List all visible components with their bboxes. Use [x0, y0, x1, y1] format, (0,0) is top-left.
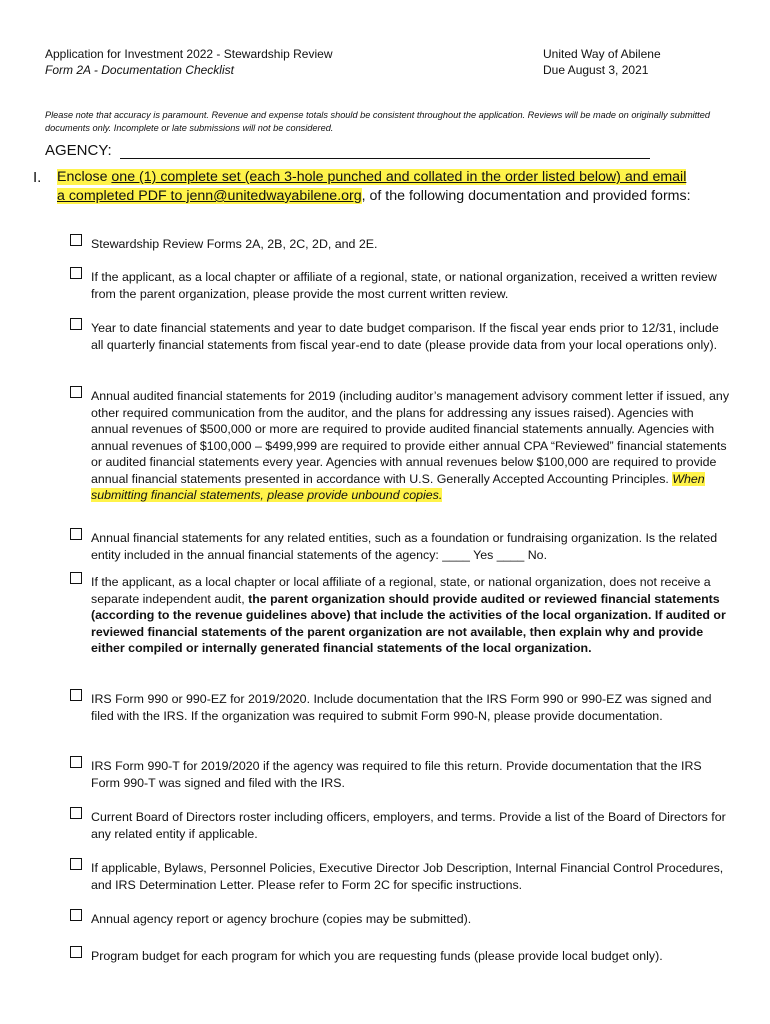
checkbox[interactable]	[70, 386, 82, 398]
checklist-item	[70, 860, 730, 893]
checkbox[interactable]	[70, 756, 82, 768]
checklist-item	[70, 574, 730, 657]
checklist-item-text: IRS Form 990-T for 2019/2020 if the agency was required to file this return. Provide documentation that the IRS Form 990-T was signed and filed with the IRS.	[91, 759, 702, 790]
checklist-item-text: Annual financial statements for any related entities, such as a foundation or fundraising organization. Is the related entity included in the annual financial statements of the agency: ____ Yes ____ No.	[91, 531, 718, 562]
section-highlight: one (1) complete set (each 3-hole punched and collated in the order listed below) and email a completed PDF to jenn@unitedwayabilene.org	[57, 169, 687, 204]
parent-audit-bold-text: the parent organization should provide audited or reviewed financial statements (according to the revenue guidelines above) that include the activities of the local organization. If audited or reviewed financial statements of the parent organization are not available, then explain why and provide either compiled or internally generated financial statements of the local organization.	[91, 591, 726, 655]
checklist-item	[70, 691, 730, 724]
organization-name: United Way of Abilene	[543, 47, 661, 61]
section-number: I.	[33, 169, 42, 186]
parent-audit-text: If the applicant, as a local chapter or local affiliate of a regional, state, or national organization, does not receive a separate independent audit,	[91, 575, 711, 606]
checklist-item	[70, 758, 730, 791]
audited-statements-text: Annual audited financial statements for 2019 (including auditor’s management advisory comment letter if issued, any other required communication from the auditor, and the plans for addressing any issues raised). Agencies with annual revenues of $500,000 or more are required to provide audited financial statements annually. Agencies with annual revenues of $100,000 – $499,999 are required to provide either annual CPA “Reviewed” financial statements or audited financial statements every year. Agencies with annual revenues below $100,000 are required to provide annual financial statements presented in accordance with U.S. Generally Accepted Accounting Principles.	[91, 389, 730, 486]
checklist-item-text: IRS Form 990 or 990-EZ for 2019/2020. Include documentation that the IRS Form 990 or 990-EZ was signed and filed with the IRS. If the organization was required to submit Form 990-N, please provide documentation.	[91, 692, 712, 723]
checkbox[interactable]	[70, 807, 82, 819]
section-instructions	[57, 168, 692, 206]
checklist-item	[70, 320, 730, 353]
checkbox[interactable]	[70, 572, 82, 584]
checklist-item-text: Stewardship Review Forms 2A, 2B, 2C, 2D, and 2E.	[91, 237, 378, 251]
checklist-item	[70, 388, 730, 504]
checkbox[interactable]	[70, 318, 82, 330]
checklist-item-text: If applicable, Bylaws, Personnel Policies, Executive Director Job Description, Internal Financial Control Procedures, and IRS Determination Letter. Please refer to Form 2C for specific instructions.	[91, 861, 724, 892]
checklist-item-text: Annual agency report or agency brochure (copies may be submitted).	[91, 912, 472, 926]
checklist-item-text: Current Board of Directors roster including officers, employers, and terms. Provide a list of the Board of Directors for any related entity if applicable.	[91, 810, 726, 841]
section-rest: of the following documentation and provided forms:	[365, 188, 691, 204]
checkbox[interactable]	[70, 946, 82, 958]
checklist-item	[70, 911, 730, 928]
checklist-item	[70, 948, 730, 965]
agency-label: AGENCY:	[45, 142, 112, 159]
agency-name-field[interactable]	[120, 158, 650, 159]
checkbox[interactable]	[70, 909, 82, 921]
checklist-item-text	[70, 574, 730, 657]
checkbox[interactable]	[70, 234, 82, 246]
checkbox[interactable]	[70, 858, 82, 870]
checklist-item	[70, 530, 730, 563]
checklist-item-text	[70, 388, 730, 504]
checklist-item	[70, 269, 730, 302]
checklist-item-text: If the applicant, as a local chapter or affiliate of a regional, state, or national organization, received a written review from the parent organization, please provide the most current written review.	[91, 270, 717, 301]
header-left	[45, 46, 332, 78]
checkbox[interactable]	[70, 267, 82, 279]
checklist-item-text: Year to date financial statements and year to date budget comparison. If the fiscal year ends prior to 12/31, include all quarterly financial statements from fiscal year-end to date (please provide data from your local operations only).	[91, 321, 719, 352]
checklist-item	[70, 236, 730, 253]
checkbox[interactable]	[70, 528, 82, 540]
due-date: Due August 3, 2021	[543, 63, 649, 77]
form-subtitle: Form 2A - Documentation Checklist	[45, 63, 234, 77]
section-comma: ,	[361, 188, 366, 204]
document-title: Application for Investment 2022 - Stewardship Review	[45, 47, 333, 61]
section-lead: Enclose	[57, 169, 112, 185]
unbound-copies-highlight: When submitting financial statements, please provide unbound copies.	[91, 471, 705, 502]
checklist-item-text: Program budget for each program for which you are requesting funds (please provide local budget only).	[91, 949, 663, 963]
header-right	[543, 46, 661, 78]
checklist-item	[70, 809, 730, 842]
accuracy-note: Please note that accuracy is paramount. Revenue and expense totals should be consistent throughout the application. Reviews will be made on originally submitted documents only. Incomplete or late submissions will not be considered.	[45, 110, 710, 133]
checkbox[interactable]	[70, 689, 82, 701]
